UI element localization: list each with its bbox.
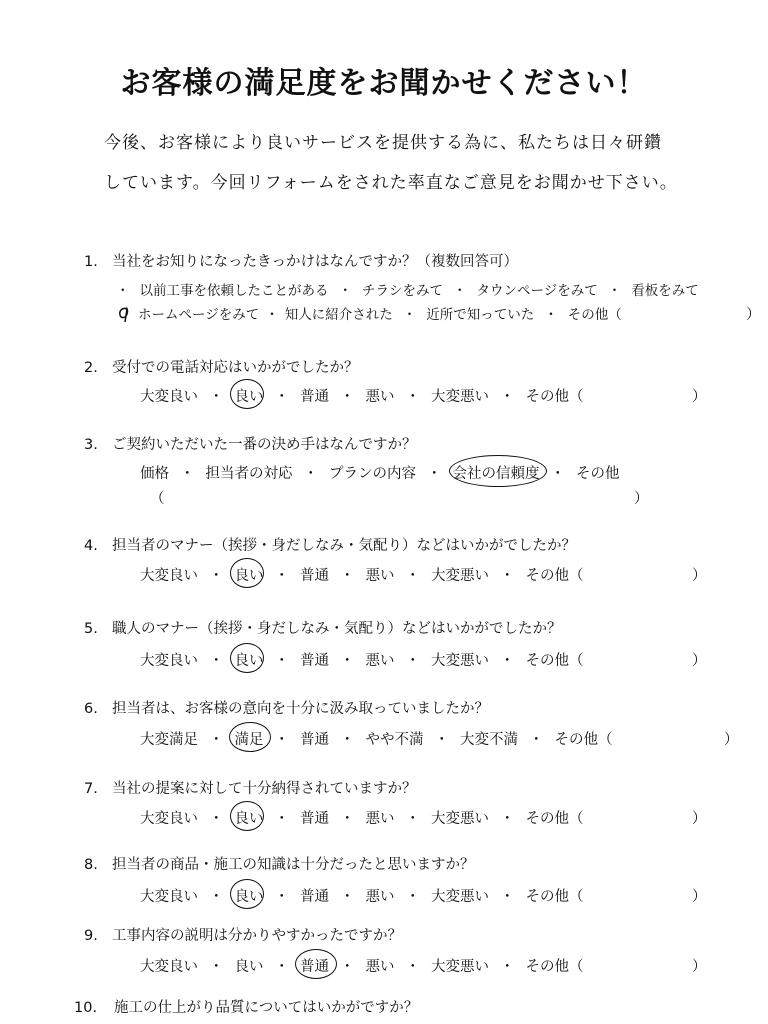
question-text: 担当者のマナー（挨拶・身だしなみ・気配り）などはいかがでしたか？ [112,538,576,554]
option-other[interactable]: その他（ [525,959,584,975]
option-bad[interactable]: 悪い [365,959,395,975]
option-somewhat-dissatisfied[interactable]: やや不満 [365,732,424,748]
question-text: 職人のマナー（挨拶・身だしなみ・気配り）などはいかがでしたか？ [112,621,562,637]
option-plan-content[interactable]: プランの内容 [329,466,416,482]
option-very-good[interactable]: 大変良い [140,889,198,905]
question-text: 工事内容の説明は分かりやすかったですか？ [112,928,402,944]
option-label: 満足 [234,732,264,748]
q8-options: 大変良い ・ 良い ・ 普通 ・ 悪い ・ 大変悪い ・ その他（ [140,885,584,906]
option-good[interactable] [235,564,264,585]
question-number: 2. [84,360,98,376]
other-close-paren: ） [692,389,707,405]
question-2 [84,356,359,377]
option-checkbox[interactable]: 近所で知っていた [426,307,535,323]
option-very-bad[interactable]: 大変悪い [431,653,489,669]
question-4 [84,534,576,555]
question-number: 4. [84,538,98,554]
option-very-bad[interactable]: 大変悪い [431,811,489,827]
question-7 [84,777,417,798]
question-1 [84,250,518,271]
option-very-good[interactable]: 大変良い [140,959,198,975]
option-checkbox[interactable]: タウンページをみて [476,283,598,299]
option-label: 良い [234,889,264,905]
question-text: 担当者は、お客様の意向を十分に汲み取っていましたか？ [112,701,489,717]
option-very-bad[interactable]: 大変悪い [431,389,489,405]
q5-options: 大変良い ・ 良い ・ 普通 ・ 悪い ・ 大変悪い ・ その他（ [140,649,584,670]
option-company-trust[interactable] [453,462,540,483]
other-open-paren: （ [150,491,165,507]
page-title: お客様の満足度をお聞かせください！ [120,66,648,101]
option-normal[interactable] [300,955,329,976]
option-label: 良い [234,653,264,669]
option-satisfied[interactable] [235,728,264,749]
option-normal[interactable]: 普通 [300,732,329,748]
question-number: 3. [84,437,98,453]
option-label: 会社の信頼度 [452,466,540,482]
question-number: 7. [84,781,98,797]
option-label: 良い [234,811,264,827]
other-close-paren: ） [724,732,739,748]
option-normal[interactable]: 普通 [300,653,329,669]
option-very-good[interactable]: 大変良い [140,653,198,669]
question-8 [84,853,475,874]
option-bad[interactable]: 悪い [365,889,395,905]
option-good[interactable] [235,649,264,670]
option-staff-response[interactable]: 担当者の対応 [205,466,293,482]
option-very-bad[interactable]: 大変悪い [431,568,489,584]
option-other[interactable]: その他（ [525,811,584,827]
question-text: 施工の仕上がり品質についてはいかがですか？ [114,1000,419,1016]
other-close-paren: ） [692,811,707,827]
question-text: ご契約いただいた一番の決め手はなんですか？ [112,437,417,453]
other-close-paren: ） [692,568,707,584]
option-bad[interactable]: 悪い [365,811,395,827]
question-9 [84,924,402,945]
q6-options: 大変満足 ・ 満足 ・ 普通 ・ やや不満 ・ 大変不満 ・ その他（ [140,728,613,749]
option-very-good[interactable]: 大変良い [140,389,198,405]
option-bad[interactable]: 悪い [365,653,395,669]
option-very-bad[interactable]: 大変悪い [431,959,489,975]
option-checkbox[interactable]: 以前工事を依頼したことがある [139,283,329,299]
option-bad[interactable]: 悪い [365,389,395,405]
question-number: 9. [84,928,98,944]
option-checkbox[interactable]: その他（ [567,307,622,323]
option-checkbox[interactable]: ホームページをみて [138,307,260,323]
intro-line-1: 今後、お客様により良いサービスを提供する為に、私たちは日々研鑽 [104,133,662,153]
option-other[interactable]: その他（ [525,653,584,669]
q9-options: 大変良い ・ 良い ・ 普通 ・ 悪い ・ 大変悪い ・ その他（ [140,955,584,976]
option-other[interactable]: その他 [576,466,620,482]
option-checkbox[interactable]: 看板をみて [631,283,699,299]
intro-line-2: しています。今回リフォームをされた率直なご意見をお聞かせ下さい。 [104,173,678,193]
option-label: 良い [234,568,264,584]
question-text: 受付での電話対応はいかがでしたか？ [112,360,359,376]
q1-options-line-1: ・ 以前工事を依頼したことがある ・ チラシをみて ・ タウンページをみて ・ 看板をみて [116,279,699,299]
option-very-dissatisfied[interactable]: 大変不満 [460,732,518,748]
option-price[interactable]: 価格 [140,466,169,482]
other-close-paren: ） [692,959,707,975]
question-number: 10. [74,1000,98,1016]
other-close-paren: ） [746,307,761,323]
question-number: 5. [84,621,98,637]
question-text: 担当者の商品・施工の知識は十分だったと思いますか？ [112,857,475,873]
option-normal[interactable]: 普通 [300,568,329,584]
option-normal[interactable]: 普通 [300,389,329,405]
option-bad[interactable]: 悪い [365,568,395,584]
other-close-paren: ） [692,653,707,669]
q1-options-line-2: ホームページをみて ・ 知人に紹介された ・ 近所で知っていた ・ その他（ [138,303,622,323]
option-label: 良い [234,389,264,405]
option-good[interactable] [235,385,264,406]
question-number: 8. [84,857,98,873]
q2-options: 大変良い ・ 良い ・ 普通 ・ 悪い ・ 大変悪い ・ その他（ [140,385,584,406]
question-number: 6. [84,701,98,717]
q3-options: 価格 ・ 担当者の対応 ・ プランの内容 ・ 会社の信頼度 ・ その他 [140,462,620,483]
other-close-paren: ） [692,889,707,905]
option-very-satisfied[interactable]: 大変満足 [140,732,198,748]
option-good[interactable]: 良い [234,959,264,975]
option-very-good[interactable]: 大変良い [140,568,198,584]
option-normal[interactable]: 普通 [300,811,329,827]
other-close-paren: ） [634,491,649,507]
question-6 [84,697,489,718]
option-checkbox[interactable]: チラシをみて [362,283,443,299]
question-3 [84,433,417,454]
question-text: 当社をお知りになったきっかけはなんですか？（複数回答可） [112,254,518,270]
option-good[interactable] [235,885,264,906]
option-good[interactable] [235,807,264,828]
option-very-good[interactable]: 大変良い [140,811,198,827]
option-label: 普通 [300,959,329,975]
question-number: 1. [84,254,98,270]
q7-options: 大変良い ・ 良い ・ 普通 ・ 悪い ・ 大変悪い ・ その他（ [140,807,584,828]
option-very-bad[interactable]: 大変悪い [431,889,489,905]
option-other[interactable]: その他（ [554,732,613,748]
q4-options: 大変良い ・ 良い ・ 普通 ・ 悪い ・ 大変悪い ・ その他（ [140,564,584,585]
option-other[interactable]: その他（ [525,389,584,405]
question-10 [74,996,418,1017]
question-text: 当社の提案に対して十分納得されていますか？ [112,781,417,797]
option-normal[interactable]: 普通 [300,889,329,905]
question-5 [84,617,562,638]
option-other[interactable]: その他（ [525,889,584,905]
handwritten-check-mark [116,305,132,325]
option-other[interactable]: その他（ [525,568,584,584]
option-checkbox[interactable]: 知人に紹介された [284,307,393,323]
